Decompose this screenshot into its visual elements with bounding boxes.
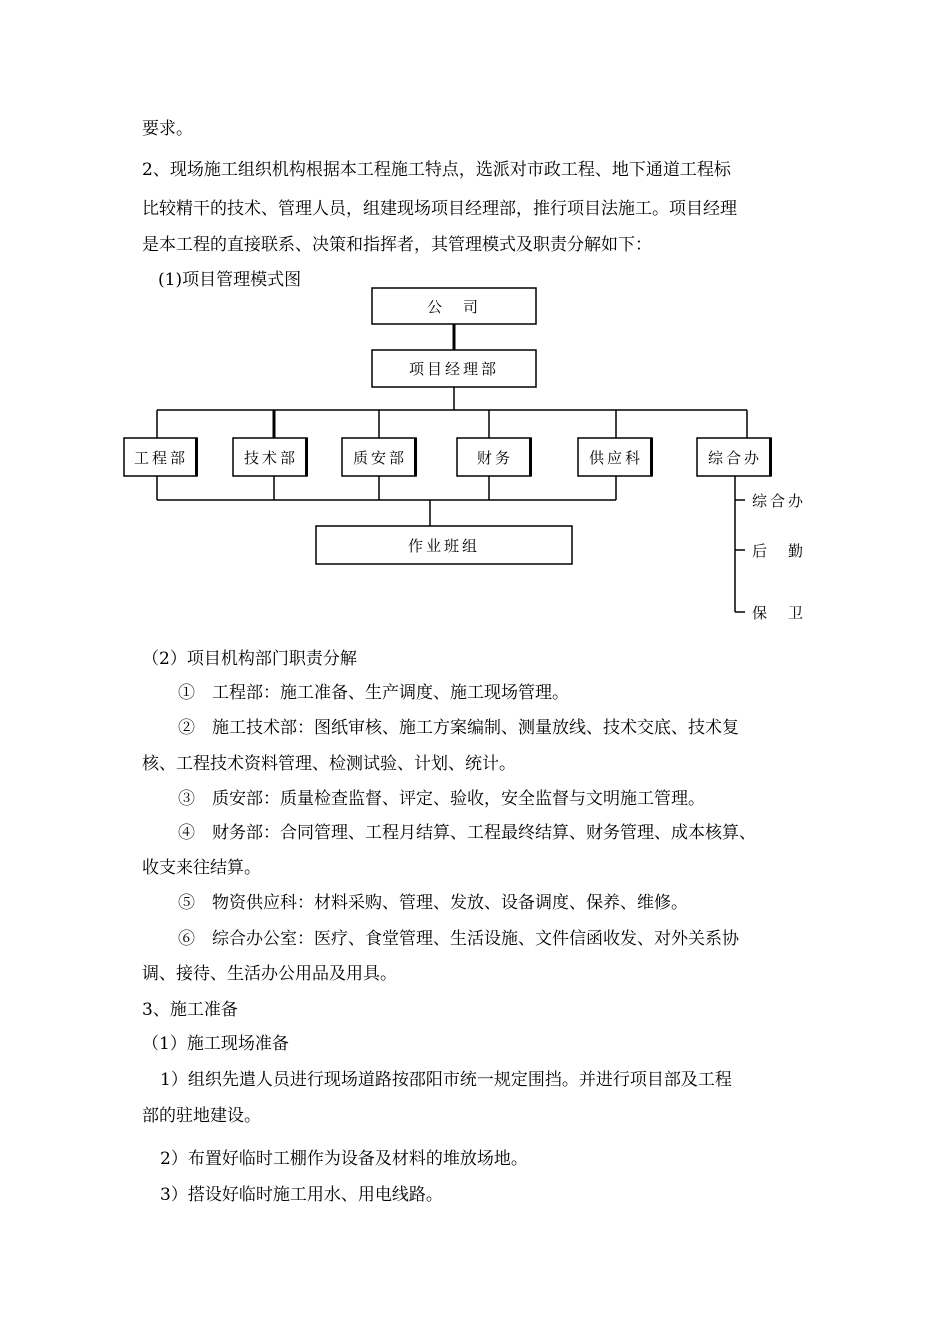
org-subunit-label: 综合办 xyxy=(752,492,807,510)
org-chart xyxy=(0,0,950,640)
org-label-project-dept: 项目经理部 xyxy=(408,360,500,378)
item-line: 部的驻地建设。 xyxy=(142,1106,261,1126)
item-line: 1）组织先遣人员进行现场道路按邵阳市统一规定围挡。并进行项目部及工程 xyxy=(160,1070,732,1090)
item-line: 3）搭设好临时施工用水、用电线路。 xyxy=(160,1185,443,1205)
duty-line: ⑤ 物资供应科：材料采购、管理、发放、设备调度、保养、维修。 xyxy=(178,893,688,913)
org-subunit-label: 后 勤 xyxy=(752,542,807,560)
org-label-department: 综合办 xyxy=(707,449,763,467)
item-line: 2）布置好临时工棚作为设备及材料的堆放场地。 xyxy=(160,1149,528,1169)
subsection-title: （1）施工现场准备 xyxy=(142,1034,289,1054)
section-title: （2）项目机构部门职责分解 xyxy=(142,649,357,669)
org-label-department: 供应科 xyxy=(588,449,644,467)
org-label-department: 技术部 xyxy=(243,449,299,467)
org-label-department: 质安部 xyxy=(352,449,408,467)
paragraph-line: 2、现场施工组织机构根据本工程施工特点，选派对市政工程、地下通道工程标 xyxy=(142,160,731,180)
paragraph-line: 比较精干的技术、管理人员，组建现场项目经理部，推行项目法施工。项目经理 xyxy=(142,199,737,219)
org-label-department: 财务 xyxy=(476,449,514,467)
duty-line: ④ 财务部：合同管理、工程月结算、工程最终结算、财务管理、成本核算、 xyxy=(178,823,756,843)
duty-line: ③ 质安部：质量检查监督、评定、验收，安全监督与文明施工管理。 xyxy=(178,789,705,809)
figure-caption: (1)项目管理模式图 xyxy=(158,270,302,290)
org-label-work-team: 作业班组 xyxy=(407,537,481,555)
paragraph-line: 是本工程的直接联系、决策和指挥者，其管理模式及职责分解如下： xyxy=(142,235,652,255)
section-title: 3、施工准备 xyxy=(142,1000,238,1020)
duty-line: ② 施工技术部：图纸审核、施工方案编制、测量放线、技术交底、技术复 xyxy=(178,718,739,738)
duty-line: 调、接待、生活办公用品及用具。 xyxy=(142,964,397,984)
duty-line: 核、工程技术资料管理、检测试验、计划、统计。 xyxy=(142,754,516,774)
org-subunit-label: 保 卫 xyxy=(752,604,807,622)
duty-line: 收支来往结算。 xyxy=(142,858,261,878)
duty-line: ① 工程部：施工准备、生产调度、施工现场管理。 xyxy=(178,683,569,703)
duty-line: ⑥ 综合办公室：医疗、食堂管理、生活设施、文件信函收发、对外关系协 xyxy=(178,929,739,949)
org-label-department: 工程部 xyxy=(133,449,189,467)
org-label-company: 公 司 xyxy=(426,298,482,316)
paragraph-line: 要求。 xyxy=(142,119,193,139)
